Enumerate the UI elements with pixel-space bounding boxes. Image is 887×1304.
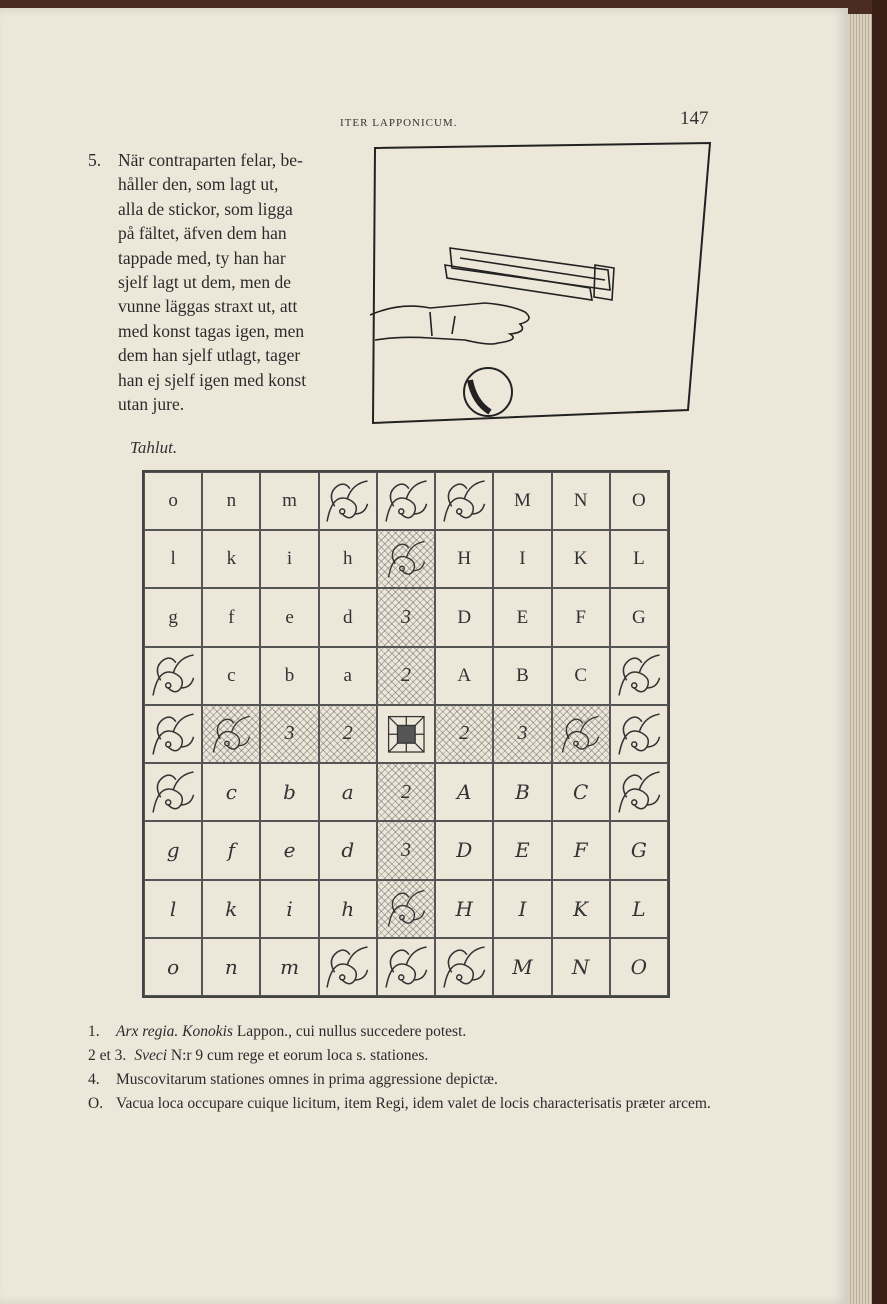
ornament-icon — [209, 712, 254, 757]
board-cell — [202, 705, 260, 763]
paragraph-line: 5. När contraparten felar, be- — [88, 148, 363, 172]
ornament-icon — [439, 476, 490, 527]
board-cell — [552, 705, 610, 763]
board-cell — [435, 530, 493, 588]
board-cell — [610, 588, 668, 646]
board-cell — [493, 821, 551, 879]
cell-label: e — [285, 606, 294, 628]
board-cell — [493, 705, 551, 763]
cell-label: a — [341, 780, 354, 805]
cell-label: f — [227, 838, 236, 863]
ornament-cell — [610, 647, 668, 705]
cell-label: E — [515, 838, 530, 863]
page-number: 147 — [680, 108, 709, 129]
note-text: Muscovitarum stationes omnes in prima aggressione depictæ. — [116, 1071, 498, 1088]
board-cell — [377, 821, 435, 879]
board-cell — [552, 880, 610, 938]
cell-label: L — [633, 548, 645, 570]
ornament-icon — [558, 712, 603, 757]
board-cell — [319, 647, 377, 705]
book-page — [0, 8, 848, 1304]
board-cell — [144, 938, 202, 996]
cell-label: H — [457, 548, 472, 570]
note-text: Vacua loca occupare cuique licitum, item Regi, idem valet de locis characterisatis præter arcem. — [116, 1095, 711, 1112]
ornament-cell — [377, 472, 435, 530]
cell-label: E — [516, 606, 529, 628]
legend-notes — [88, 1020, 728, 1116]
board-cell — [377, 763, 435, 821]
board-cell — [377, 588, 435, 646]
board-cell — [202, 821, 260, 879]
ornament-icon — [384, 537, 429, 582]
board-cell — [202, 472, 260, 530]
ornament-cell — [144, 647, 202, 705]
board-cell — [260, 472, 318, 530]
cell-label: 3 — [400, 606, 411, 629]
board-cell — [493, 472, 551, 530]
cell-label: N — [571, 954, 590, 979]
ornament-icon — [614, 709, 665, 760]
cell-label: h — [341, 896, 355, 921]
ornament-icon — [614, 650, 665, 701]
legend-note — [88, 1044, 728, 1068]
cell-label: o — [167, 954, 180, 979]
board-cell — [552, 821, 610, 879]
board-cell — [493, 530, 551, 588]
cell-label: K — [573, 896, 589, 921]
cell-label: d — [343, 606, 353, 628]
ornament-cell — [435, 938, 493, 996]
board-cell — [319, 821, 377, 879]
cell-label: c — [227, 664, 236, 686]
cell-label: B — [515, 780, 530, 805]
cell-label: e — [283, 838, 296, 863]
paragraph-number: 5. — [88, 150, 102, 170]
board-cell — [493, 588, 551, 646]
board-cell — [435, 821, 493, 879]
cell-label: a — [343, 664, 352, 686]
board-cell — [610, 530, 668, 588]
board-cell — [435, 880, 493, 938]
board-cell — [610, 472, 668, 530]
board-cell — [435, 705, 493, 763]
cell-label: m — [282, 490, 297, 512]
board-cell — [260, 588, 318, 646]
sticks-drawing — [445, 248, 614, 300]
ornament-cell — [435, 472, 493, 530]
cell-label: H — [455, 896, 473, 921]
cell-label: n — [224, 954, 238, 979]
cell-label: A — [456, 780, 472, 805]
board-cell — [493, 880, 551, 938]
board-cell — [493, 763, 551, 821]
cell-label: l — [170, 548, 176, 570]
board-cell — [319, 588, 377, 646]
ornament-cell — [144, 763, 202, 821]
board-cell — [319, 530, 377, 588]
note-number: 1. — [88, 1023, 100, 1040]
ornament-icon — [381, 476, 432, 527]
board-cell — [260, 763, 318, 821]
cell-label: i — [286, 548, 293, 570]
ornament-icon — [322, 476, 373, 527]
ornament-icon — [614, 767, 665, 818]
cell-label: K — [573, 548, 588, 570]
board-cell — [493, 938, 551, 996]
ornament-cell — [610, 705, 668, 763]
cell-label: k — [225, 896, 238, 921]
running-head: ITER LAPPONICUM. — [340, 117, 458, 129]
board-cell — [144, 588, 202, 646]
cell-label: g — [168, 606, 178, 628]
cell-label: F — [573, 838, 588, 863]
ornament-cell — [319, 472, 377, 530]
cell-label: O — [632, 490, 646, 512]
board-cell — [552, 938, 610, 996]
ornament-cell — [610, 763, 668, 821]
board-cell — [435, 588, 493, 646]
cell-label: 3 — [517, 722, 528, 745]
cell-label: g — [166, 838, 180, 863]
board-cell — [260, 938, 318, 996]
paragraph-line: på fältet, äfven dem han — [118, 223, 287, 244]
cell-label: k — [226, 548, 237, 570]
board-cell — [552, 588, 610, 646]
board-cell — [202, 647, 260, 705]
figure-caption: Tahlut. — [130, 438, 178, 457]
cell-label: D — [457, 606, 472, 628]
cell-label: M — [513, 490, 531, 512]
board-cell — [260, 880, 318, 938]
board-cell — [144, 880, 202, 938]
board-cell — [319, 705, 377, 763]
board-cell — [144, 821, 202, 879]
board-cell — [552, 763, 610, 821]
cell-label: B — [516, 664, 529, 686]
cell-label: b — [284, 664, 295, 686]
paragraph-line: dem han sjelf utlagt, tager — [118, 345, 301, 366]
board-cell — [144, 530, 202, 588]
paragraph-line: med konst tagas igen, men — [118, 320, 305, 341]
board-cell — [260, 530, 318, 588]
board-cell — [377, 880, 435, 938]
cell-label: o — [168, 490, 178, 512]
tablut-board — [142, 470, 670, 998]
board-cell — [552, 472, 610, 530]
cell-label: 2 — [342, 722, 353, 745]
cell-label: C — [574, 664, 587, 686]
ornament-icon — [381, 942, 432, 993]
board-cell — [202, 530, 260, 588]
legend-note — [88, 1092, 728, 1116]
board-cell — [260, 821, 318, 879]
hand-drawing — [370, 303, 529, 344]
ornament-cell — [319, 938, 377, 996]
ball-drawing — [464, 368, 512, 416]
board-cell — [610, 821, 668, 879]
ornament-cell — [144, 705, 202, 763]
book-cover-edge — [872, 0, 887, 1304]
ornament-icon — [322, 942, 373, 993]
arx-regia-cell — [377, 705, 435, 763]
ornament-icon — [148, 709, 199, 760]
board-cell — [202, 880, 260, 938]
page-edges — [848, 14, 872, 1304]
cell-label: 2 — [459, 722, 470, 745]
paragraph-line: tappade med, ty han har — [118, 247, 286, 268]
board-cell — [202, 763, 260, 821]
note-text: Sveci N:r 9 cum rege et eorum loca s. stationes. — [134, 1047, 429, 1064]
cell-label: b — [283, 780, 296, 805]
cell-label: i — [286, 896, 293, 921]
game-sketch-illustration — [370, 140, 715, 425]
cell-label: m — [280, 954, 300, 979]
cell-label: l — [169, 896, 177, 921]
cell-label: M — [512, 954, 533, 979]
board-cell — [319, 763, 377, 821]
ornament-icon — [384, 886, 429, 931]
paragraph-line: alla de stickor, som ligga — [118, 198, 293, 219]
cell-label: I — [519, 548, 526, 570]
legend-note — [88, 1020, 728, 1044]
board-cell — [435, 647, 493, 705]
note-number: 4. — [88, 1071, 100, 1088]
cell-label: N — [573, 490, 588, 512]
ornament-icon — [148, 767, 199, 818]
cell-label: n — [226, 490, 237, 512]
cell-label: 2 — [400, 780, 411, 803]
cell-label: O — [630, 954, 648, 979]
board-cell — [144, 472, 202, 530]
board-cell — [202, 938, 260, 996]
cell-label: L — [632, 896, 646, 921]
cell-label: C — [573, 780, 589, 805]
paragraph-line: håller den, som lagt ut, — [118, 174, 279, 195]
cell-label: G — [630, 838, 647, 863]
paragraph-5 — [88, 148, 363, 416]
board-cell — [377, 647, 435, 705]
cell-label: A — [457, 664, 472, 686]
paragraph-line: utan jure. — [118, 394, 185, 415]
ornament-cell — [377, 938, 435, 996]
board-cell — [260, 647, 318, 705]
board-cell — [552, 530, 610, 588]
paragraph-line: vunne läggas straxt ut, att — [118, 296, 298, 317]
board-cell — [260, 705, 318, 763]
ornament-icon — [148, 650, 199, 701]
board-cell — [202, 588, 260, 646]
note-number: O. — [88, 1095, 104, 1112]
board-cell — [377, 530, 435, 588]
cell-label: 3 — [284, 722, 295, 745]
cell-label: 2 — [400, 664, 411, 687]
cell-label: c — [225, 780, 237, 805]
board-cell — [493, 647, 551, 705]
legend-note — [88, 1068, 728, 1092]
cell-label: I — [518, 896, 527, 921]
cell-label: F — [575, 606, 586, 628]
cell-label: G — [632, 606, 646, 628]
note-text: Arx regia. Konokis Lappon., cui nullus succedere potest. — [116, 1023, 467, 1040]
board-cell — [610, 938, 668, 996]
ornament-icon — [439, 942, 490, 993]
cell-label: h — [343, 548, 353, 570]
cell-label: 3 — [400, 838, 411, 861]
cell-label: d — [341, 838, 355, 863]
board-cell — [319, 880, 377, 938]
note-number: 2 et 3. — [88, 1047, 127, 1064]
board-cell — [610, 880, 668, 938]
board-cell — [435, 763, 493, 821]
cell-label: f — [228, 606, 235, 628]
board-cell — [552, 647, 610, 705]
paragraph-line: han ej sjelf igen med konst — [118, 369, 307, 390]
cell-label: D — [456, 838, 473, 863]
paragraph-line: sjelf lagt ut dem, men de — [118, 272, 292, 293]
